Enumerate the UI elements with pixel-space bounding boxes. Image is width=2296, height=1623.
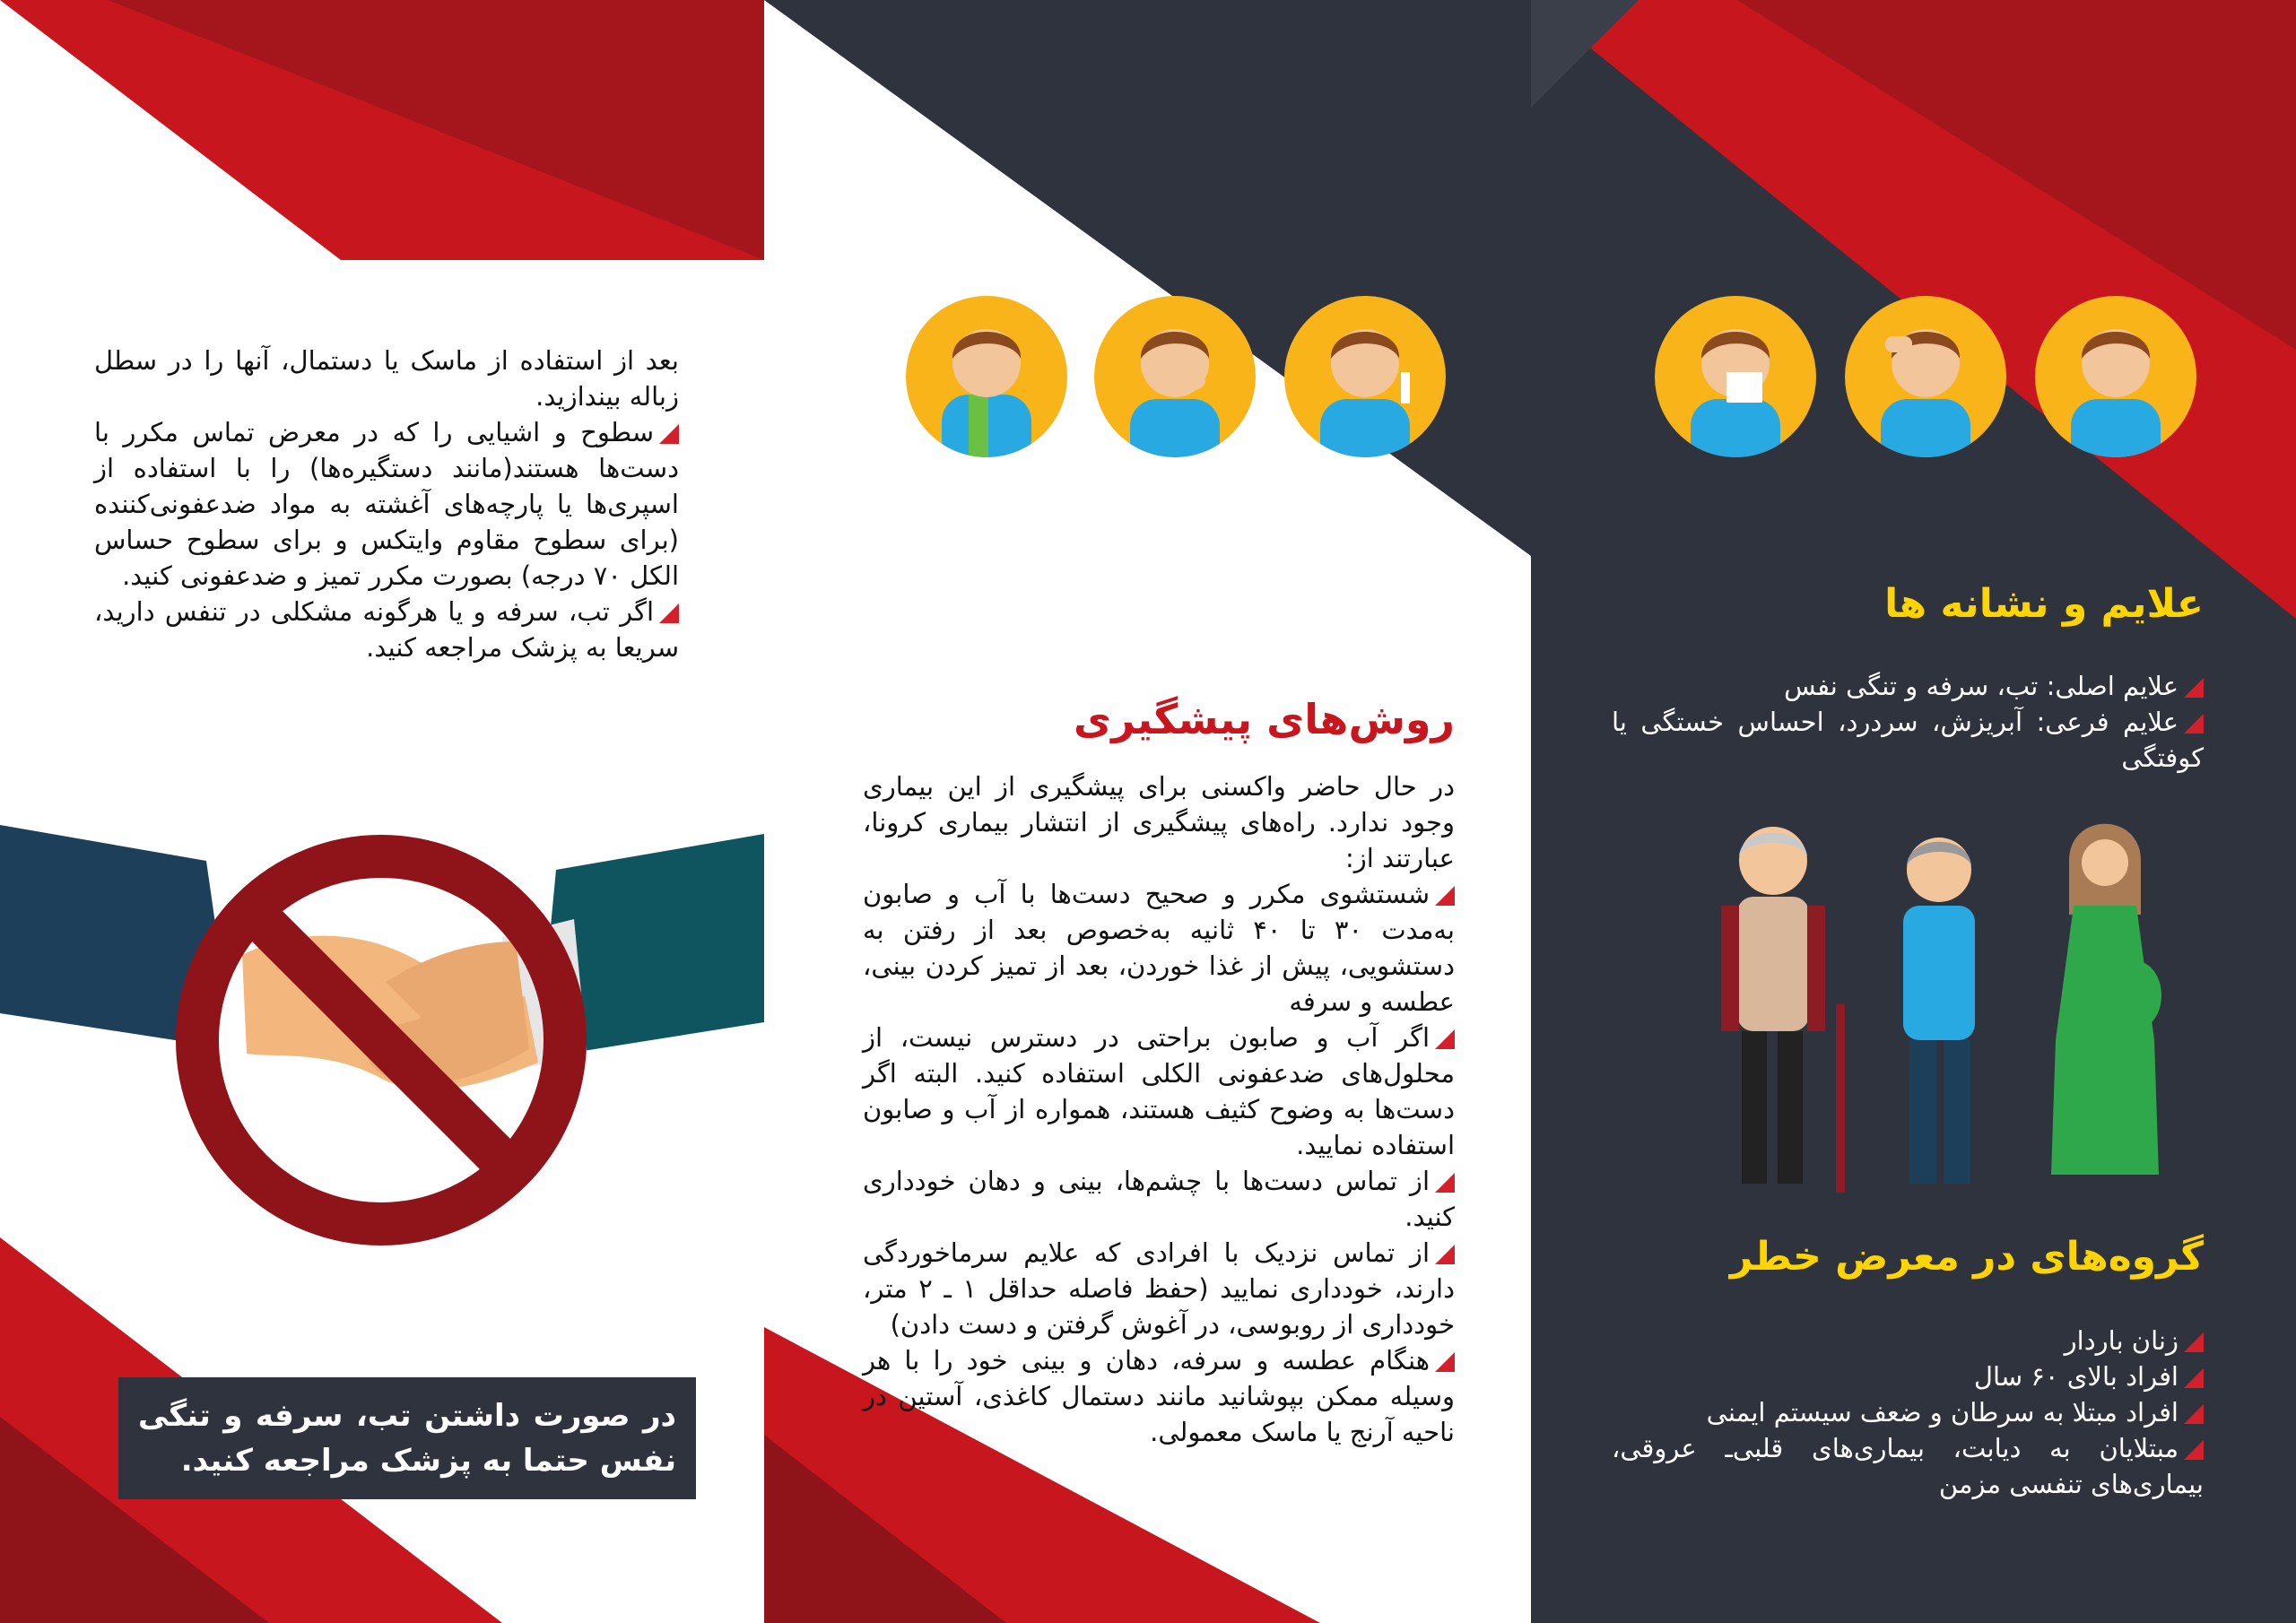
no-handshake-icon <box>0 807 764 1273</box>
red-bullet-icon <box>1435 886 1455 906</box>
red-bullet-icon <box>2184 1368 2204 1388</box>
red-bullet-icon <box>2184 1440 2204 1460</box>
red-bullet-icon <box>1435 1029 1455 1049</box>
prevention-intro: در حال حاضر واکسنی برای پیشگیری از این بیماری وجود ندارد. راه‌های پیشگیری از انتشار بیماری کرونا، عبارتند از: <box>863 771 1455 873</box>
prevention-text-block <box>863 768 1455 1450</box>
sneezing-boy-tissue-icon <box>1655 296 1816 457</box>
prevention-bullet-2: اگر آب و صابون براحتی در دسترس نیست، از محلول‌های ضدعفونی الکلی استفاده کنید. البته اگر دست‌ها به وضوح کثیف هستند، همواره از آب و صابون استفاده نمایید. <box>863 1022 1455 1160</box>
risk-groups-heading: گروه‌های در معرض خطر <box>1729 1234 2204 1280</box>
panel-middle <box>764 0 1531 1623</box>
red-bullet-icon <box>1435 1352 1455 1372</box>
headache-boy-icon <box>1845 296 2006 457</box>
left-text-block <box>94 343 679 665</box>
prevention-bullet-5: هنگام عطسه و سرفه، دهان و بینی خود را با هر وسیله ممکن بپوشانید مانند دستمال کاغذی، آستین در ناحیه آرنج یا ماسک معمولی. <box>863 1345 1455 1447</box>
prevention-bullet-1: شستشوی مکرر و صحیح دست‌ها با آب و صابون به‌مدت ۳۰ تا ۴۰ ثانیه به‌خصوص بعد از رفتن به دستشویی، پیش از غذا خوردن، بعد از تمیز کردن بینی، عطسه و سرفه <box>863 879 1456 1017</box>
prevention-bullet-3: از تماس دست‌ها با چشم‌ها، بینی و دهان خودداری کنید. <box>863 1166 1455 1232</box>
risk-groups-list <box>1612 1323 2204 1502</box>
fatigued-boy-icon <box>2035 296 2196 457</box>
left-paragraph-1: بعد از استفاده از ماسک یا دستمال، آنها را در سطل زباله بیندازید. <box>94 345 679 412</box>
man-inhaler-icon <box>1903 838 1975 1184</box>
symptom-main: علایم اصلی: تب، سرفه و تنگی نفس <box>1784 671 2179 701</box>
risk-group-1: زنان باردار <box>2064 1325 2179 1356</box>
red-bullet-icon <box>2184 678 2204 698</box>
panel-left <box>0 0 764 1623</box>
risk-group-2: افراد بالای ۶۰ سال <box>1973 1361 2179 1392</box>
prevention-heading: روش‌های پیشگیری <box>1073 695 1455 743</box>
left-bullet-1: سطوح و اشیایی را که در معرض تماس مکرر با دست‌ها هستند(مانند دستگیره‌ها) را با استفاده از اسپری‌ها یا پارچه‌های آغشته به مواد ضدعفونی‌کننده (برای سطوح مقاوم وایتکس و برای سطوح حساس الکل ۷۰ درجه) بصورت مکرر تمیز و ضدعفونی کنید. <box>94 417 679 591</box>
sick-boy-scarf-icon <box>906 296 1067 457</box>
left-callout-box <box>118 1377 696 1499</box>
left-bullet-2: اگر تب، سرفه و یا هرگونه مشکلی در تنفس دارید، سریعا به پزشک مراجعه کنید. <box>94 596 679 663</box>
symptoms-list <box>1612 668 2204 776</box>
red-bullet-icon <box>1435 1173 1455 1193</box>
symptoms-heading: علایم و نشانه ها <box>1884 581 2204 627</box>
red-bullet-icon <box>2184 1404 2204 1424</box>
risk-group-4: مبتلایان به دیابت، بیماری‌های قلبی‌ـ عروقی، بیماری‌های تنفسی مزمن <box>1612 1433 2204 1499</box>
red-bullet-icon <box>659 424 679 444</box>
risk-group-3: افراد مبتلا به سرطان و ضعف سیستم ایمنی <box>1706 1397 2179 1428</box>
pregnant-woman-icon <box>2051 824 2161 1175</box>
elderly-man-cane-icon <box>1721 827 1845 1193</box>
red-bullet-icon <box>2184 1332 2204 1352</box>
prevention-bullet-4: از تماس نزدیک با افرادی که علایم سرماخوردگی دارند، خودداری نمایید (حفظ فاصله حداقل ۱ ـ ۲ متر، خودداری از روبوسی، در آغوش گرفتن و دست دادن) <box>863 1237 1456 1340</box>
callout-text: در صورت داشتن تب، سرفه و تنگی نفس حتما به پزشک مراجعه کنید. <box>138 1398 676 1479</box>
symptom-secondary: علایم فرعی: آبریزش، سردرد، احساس خستگی یا کوفتگی <box>1612 707 2204 773</box>
risk-groups-illustration <box>1674 807 2195 1202</box>
coughing-boy-icon <box>1094 296 1256 457</box>
red-bullet-icon <box>659 603 679 623</box>
panel-right <box>1531 0 2296 1623</box>
sweating-boy-spray-icon <box>1284 296 1446 457</box>
red-bullet-icon <box>2184 714 2204 733</box>
red-bullet-icon <box>1435 1245 1455 1264</box>
